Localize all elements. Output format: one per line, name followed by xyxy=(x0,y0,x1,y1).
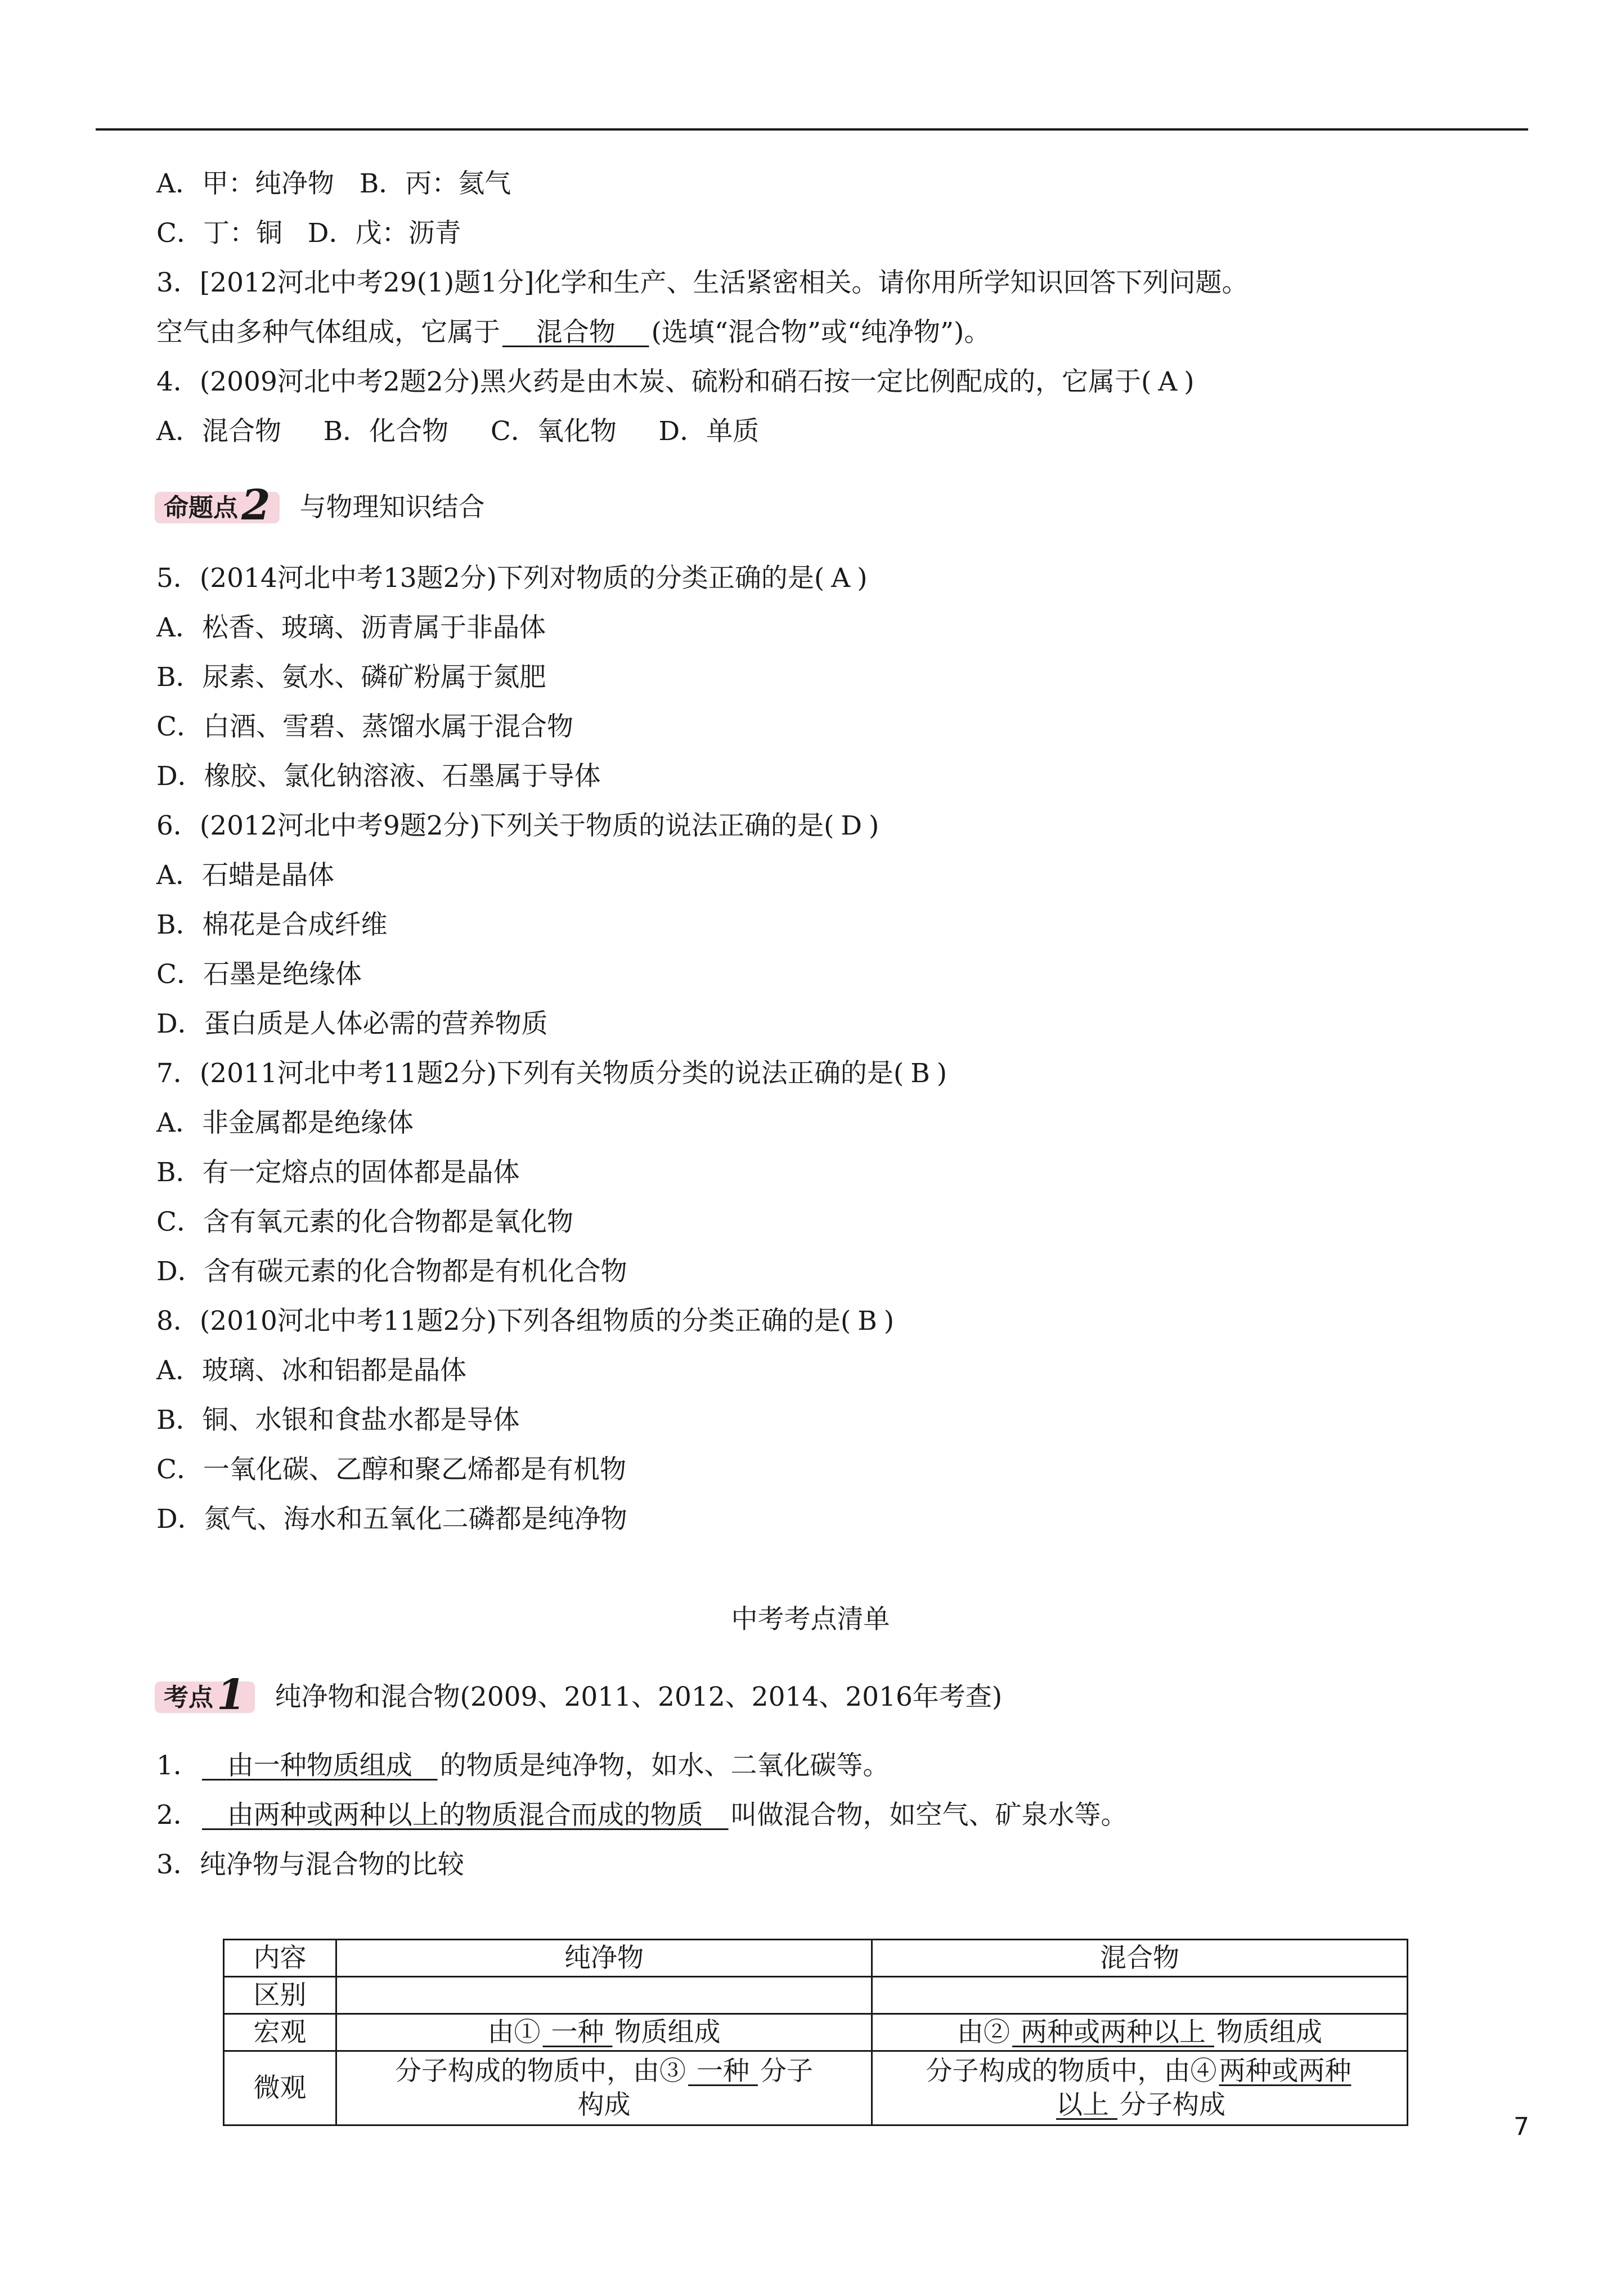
header-content: 内容 xyxy=(224,1940,336,1977)
row-label-diff: 区别 xyxy=(224,1977,336,2014)
blank-answer: 一种 xyxy=(551,2016,604,2048)
q3-answer: 混合物 xyxy=(536,317,616,348)
cell-empty xyxy=(336,1977,872,2014)
q4-stem-text: 4．(2009河北中考2题2分)黑火药是由木炭、硫粉和硝石按一定比例配成的，它属于( xyxy=(156,366,1152,397)
q8-answer: B xyxy=(857,1306,877,1337)
item-number: 2． xyxy=(156,1800,200,1831)
q6-close: ) xyxy=(869,810,879,841)
blank-answer: 以上 xyxy=(1056,2089,1110,2120)
q5-stem xyxy=(156,562,868,595)
blank xyxy=(686,2056,760,2087)
item-number: 1． xyxy=(156,1750,200,1781)
section-badge xyxy=(155,481,280,530)
q6-answer: D xyxy=(841,810,863,841)
k1-item-2-blank xyxy=(200,1800,731,1831)
row-label-micro: 微观 xyxy=(224,2051,336,2125)
q3-post: (选填“混合物”或“纯净物”)。 xyxy=(651,317,991,348)
blank xyxy=(1054,2089,1120,2120)
q8-option-b: B．铜、水银和食盐水都是导体 xyxy=(156,1405,520,1436)
cell-macro-mix xyxy=(872,2014,1408,2051)
cell-text: 分子构成的物质中，由③ xyxy=(395,2055,686,2087)
cell-empty xyxy=(872,1977,1408,2014)
cell-text: 物质组成 xyxy=(614,2016,721,2048)
q8-stem-text: 8．(2010河北中考11题2分)下列各组物质的分类正确的是( xyxy=(156,1306,851,1337)
q6-option-d: D．蛋白质是人体必需的营养物质 xyxy=(156,1008,548,1039)
header-rule xyxy=(96,128,1528,131)
row-label-macro: 宏观 xyxy=(224,2014,336,2051)
q2-options-line2: C．丁：铜 D．戊：沥青 xyxy=(156,218,461,249)
blank-answer: 两种或两种 xyxy=(1219,2055,1351,2087)
q5-option-d: D．橡胶、氯化钠溶液、石墨属于导体 xyxy=(156,761,601,792)
q5-stem-text: 5．(2014河北中考13题2分)下列对物质的分类正确的是( xyxy=(156,563,825,594)
blank xyxy=(541,2017,615,2048)
cell-text: 分子构成 xyxy=(1119,2089,1225,2120)
q5-option-c: C．白酒、雪碧、蒸馏水属于混合物 xyxy=(156,711,573,742)
q3-pre: 空气由多种气体组成，它属于 xyxy=(156,317,500,348)
cell-text: 构成 xyxy=(577,2089,631,2120)
q2-options-line1: A．甲：纯净物 B．丙：氦气 xyxy=(156,168,511,199)
q3-stem: 3．[2012河北中考29(1)题1分]化学和生产、生活紧密相关。请你用所学知识回答下列问题。 xyxy=(156,267,1249,298)
q7-option-a: A．非金属都是绝缘体 xyxy=(156,1107,414,1138)
q6-option-c: C．石墨是绝缘体 xyxy=(156,959,362,990)
k1-item-2 xyxy=(156,1799,1128,1832)
q7-stem xyxy=(156,1057,947,1091)
k1-item-1-blank xyxy=(200,1750,440,1781)
section-heading-2 xyxy=(155,481,485,530)
table-row-diff xyxy=(224,1977,1408,2014)
q8-stem xyxy=(156,1304,894,1338)
k1-item-1-answer: 由一种物质组成 xyxy=(227,1750,412,1781)
q7-answer: B xyxy=(910,1058,930,1089)
q4-options: A．混合物 B．化合物 C．氧化物 D．单质 xyxy=(156,416,760,447)
checklist-heading: 中考考点清单 xyxy=(731,1604,890,1635)
badge-text: 命题点 xyxy=(164,494,238,522)
q7-option-c: C．含有氧元素的化合物都是氧化物 xyxy=(156,1207,573,1237)
q8-close: ) xyxy=(883,1306,895,1337)
q7-option-b: B．有一定熔点的固体都是晶体 xyxy=(156,1157,520,1188)
q6-option-b: B．棉花是合成纤维 xyxy=(156,909,388,940)
table-header-row xyxy=(224,1940,1408,1977)
page-number: 7 xyxy=(1514,2113,1529,2141)
k1-item-2-answer: 由两种或两种以上的物质混合而成的物质 xyxy=(227,1800,703,1831)
badge-text: 考点 xyxy=(164,1683,213,1712)
cell-macro-pure xyxy=(336,2014,872,2051)
q7-stem-text: 7．(2011河北中考11题2分)下列有关物质分类的说法正确的是( xyxy=(156,1058,904,1089)
cell-text: 由② xyxy=(957,2016,1011,2048)
k1-item-3: 3．纯净物与混合物的比较 xyxy=(156,1849,464,1880)
q6-stem-text: 6．(2012河北中考9题2分)下列关于物质的说法正确的是( xyxy=(156,810,834,841)
cell-text: 分子 xyxy=(760,2055,813,2087)
k1-item-2-text: 叫做混合物，如空气、矿泉水等。 xyxy=(730,1800,1128,1831)
blank-answer: 一种 xyxy=(697,2055,749,2087)
q8-option-c: C．一氧化碳、乙醇和聚乙烯都是有机物 xyxy=(156,1454,626,1485)
blank xyxy=(1010,2017,1216,2048)
header-pure: 纯净物 xyxy=(336,1940,872,1977)
badge-number: 2 xyxy=(241,481,271,530)
blank xyxy=(1217,2056,1354,2087)
q3-question xyxy=(156,316,990,349)
q4-close: ) xyxy=(1184,366,1195,397)
cell-text: 物质组成 xyxy=(1216,2016,1322,2048)
kaodian-1-heading xyxy=(155,1671,1003,1719)
q8-option-a: A．玻璃、冰和铝都是晶体 xyxy=(156,1355,466,1386)
table-row-micro xyxy=(224,2051,1408,2125)
q5-option-b: B．尿素、氨水、磷矿粉属于氮肥 xyxy=(156,662,546,693)
comparison-table xyxy=(223,1939,1408,2126)
k1-item-1 xyxy=(156,1749,890,1783)
blank-answer: 两种或两种以上 xyxy=(1021,2016,1206,2048)
q6-option-a: A．石蜡是晶体 xyxy=(156,860,334,891)
q4-stem xyxy=(156,365,1195,399)
q5-close: ) xyxy=(857,563,868,594)
q5-option-a: A．松香、玻璃、沥青属于非晶体 xyxy=(156,612,546,643)
cell-text: 由① xyxy=(487,2016,541,2048)
q7-close: ) xyxy=(936,1058,948,1089)
k1-item-1-text: 的物质是纯净物，如水、二氧化碳等。 xyxy=(439,1750,890,1781)
q5-answer: A xyxy=(831,563,851,594)
badge-number: 1 xyxy=(217,1671,246,1719)
kaodian-badge xyxy=(155,1671,255,1719)
kaodian-title: 纯净物和混合物(2009、2011、2012、2014、2016年考查) xyxy=(275,1681,1003,1712)
cell-micro-pure xyxy=(336,2051,872,2125)
q3-answer-blank xyxy=(500,317,652,348)
cell-micro-mix xyxy=(872,2051,1408,2125)
q7-option-d: D．含有碳元素的化合物都是有机化合物 xyxy=(156,1256,627,1287)
section-title: 与物理知识结合 xyxy=(299,492,485,523)
q6-stem xyxy=(156,809,879,843)
q4-answer: A xyxy=(1158,366,1178,397)
header-mix: 混合物 xyxy=(872,1940,1408,1977)
cell-text: 分子构成的物质中，由④ xyxy=(926,2055,1217,2087)
q8-option-d: D．氮气、海水和五氧化二磷都是纯净物 xyxy=(156,1504,627,1535)
table-row-macro xyxy=(224,2014,1408,2051)
